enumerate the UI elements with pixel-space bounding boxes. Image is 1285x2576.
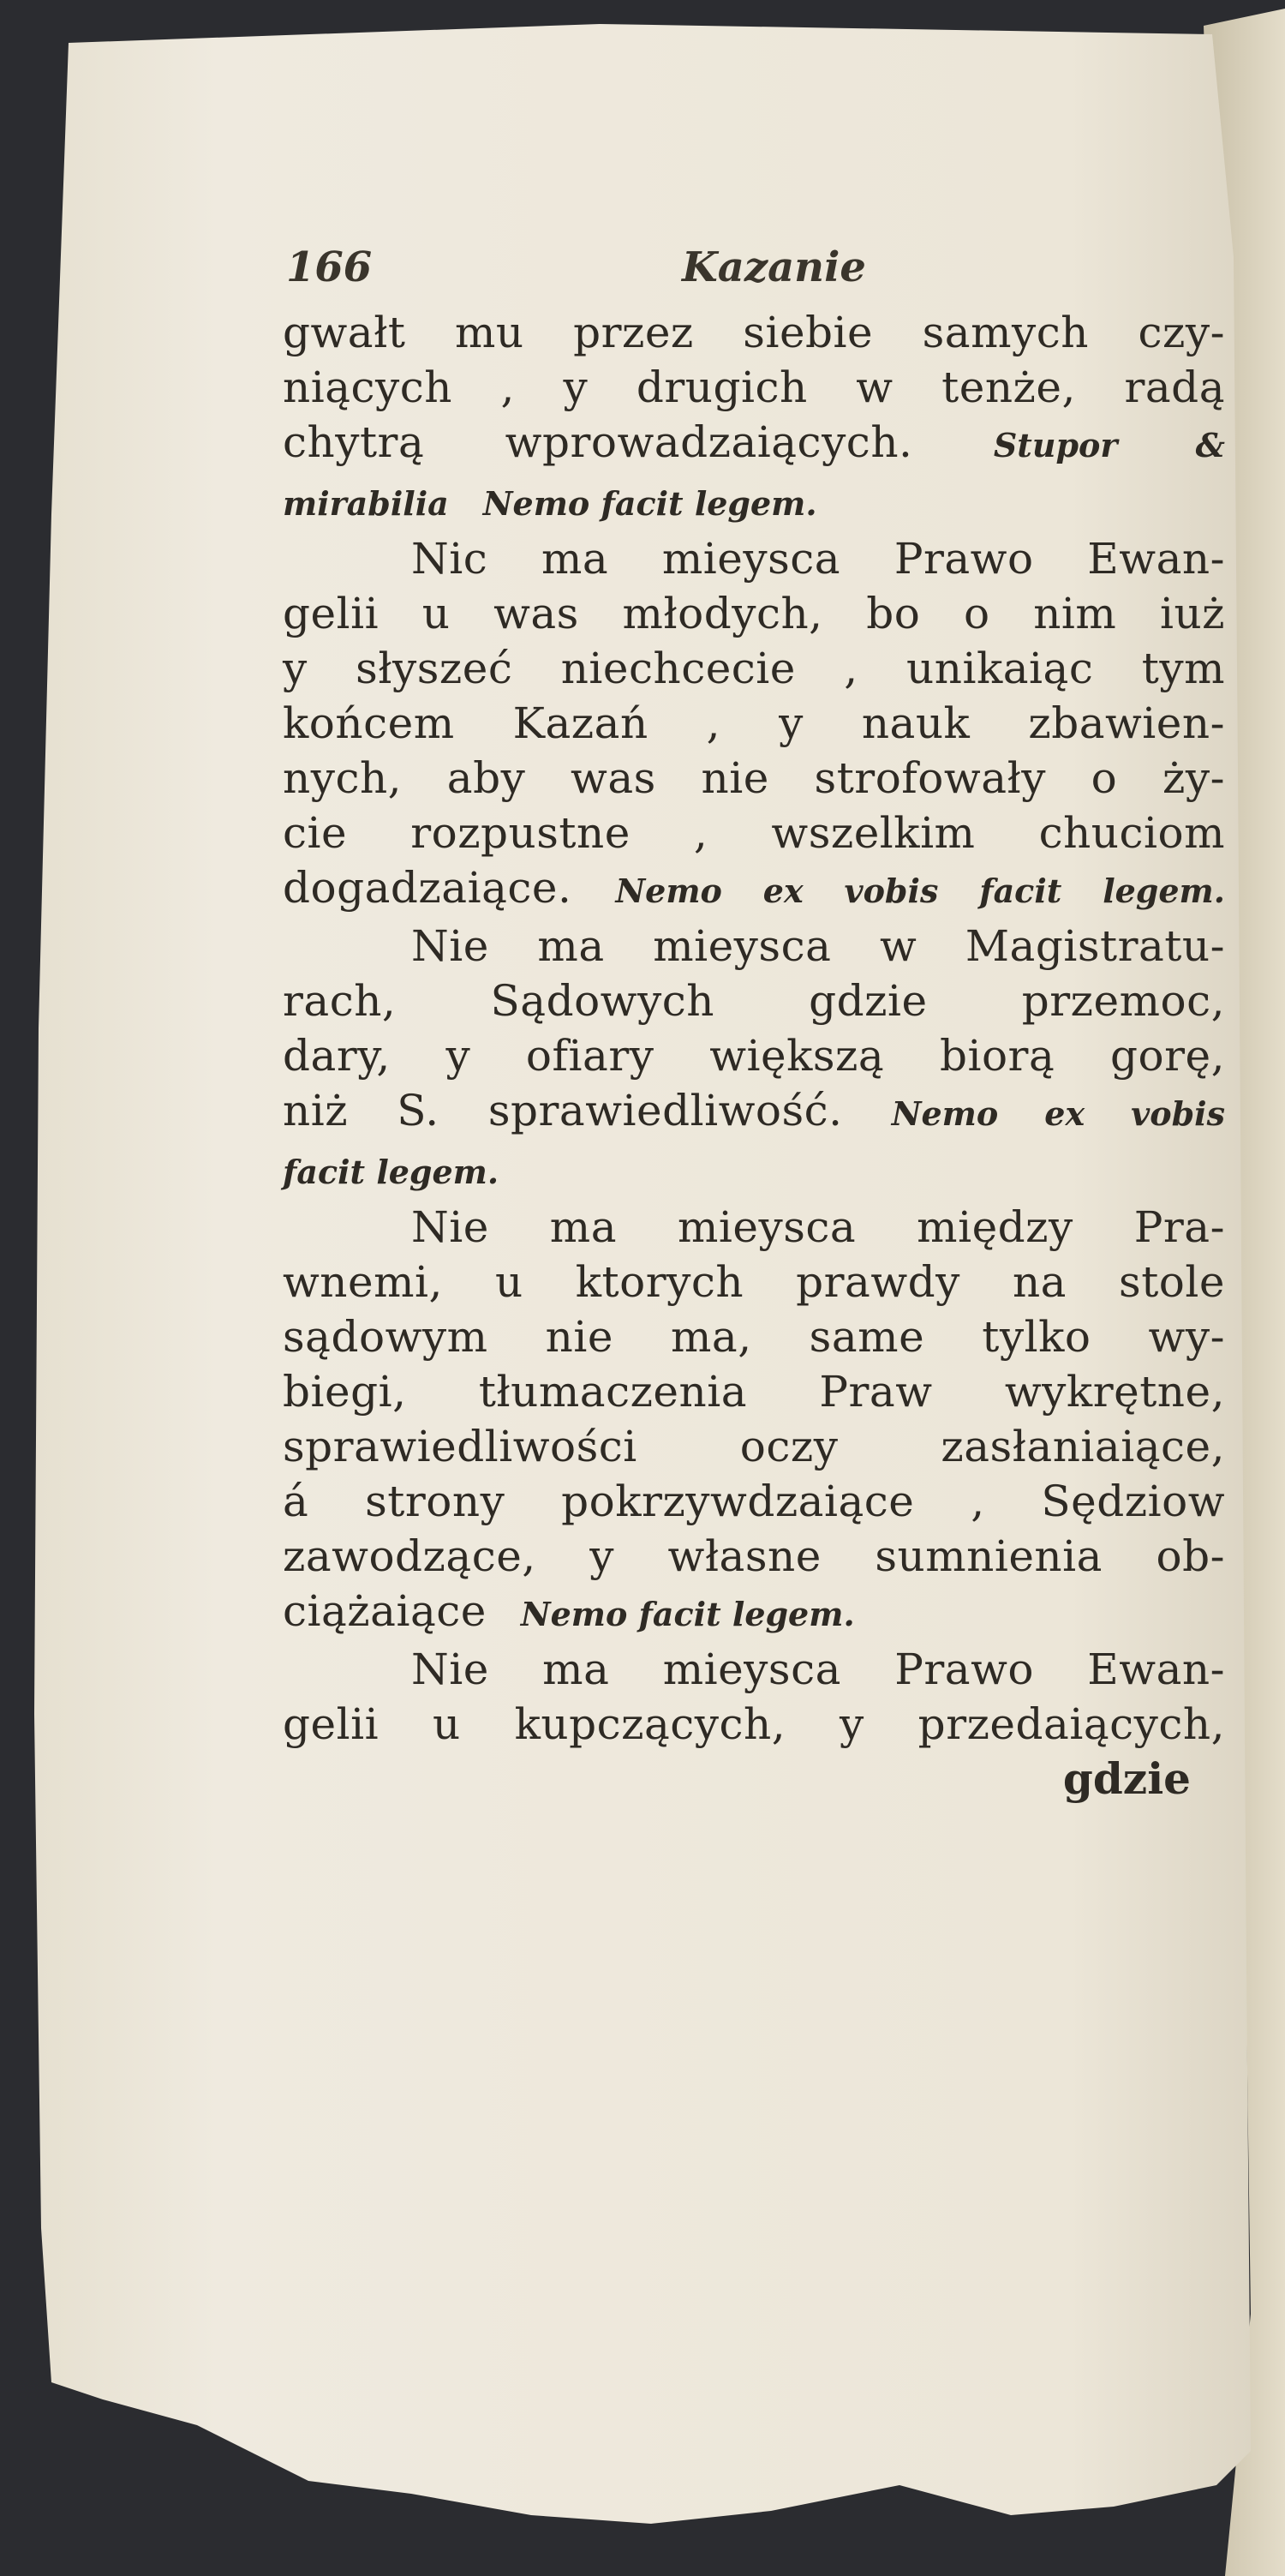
text-line	[283, 415, 1225, 473]
text-line: Nie ma mieysca w Magistratu-	[411, 921, 1225, 971]
paragraph-2	[283, 531, 1225, 919]
text-line: zawodzące, y własne sumnienia ob-	[283, 1531, 1225, 1581]
catchword: gdzie	[1062, 1753, 1191, 1804]
latin-phrase: mirabilia	[283, 484, 449, 523]
text-line	[283, 1141, 1225, 1200]
latin-phrase: Nemo ex vobis facit legem.	[615, 872, 1225, 910]
text-span: ciążaiące	[283, 1586, 487, 1636]
text-line	[283, 1584, 1225, 1642]
text-line: y słyszeć niechcecie , unikaiąc tym	[283, 644, 1225, 693]
text-line: sądowym nie ma, same tylko wy-	[283, 1312, 1225, 1362]
paragraph-5	[283, 1642, 1225, 1752]
text-line: gelii u was młodych, bo o nim iuż	[283, 589, 1225, 638]
latin-phrase: Nemo facit legem.	[482, 484, 817, 523]
text-line: rach, Sądowych gdzie przemoc,	[283, 976, 1225, 1026]
text-line: sprawiedliwości oczy zasłaniaiące,	[283, 1422, 1225, 1471]
text-line: Nie ma mieysca między Pra-	[411, 1202, 1225, 1252]
text-line: Nie ma mieysca Prawo Ewan-	[411, 1644, 1225, 1694]
text-line: wnemi, u ktorych prawdy na stole	[283, 1257, 1225, 1307]
text-block	[283, 240, 1225, 1806]
text-line: á strony pokrzywdzaiące , Sędziow	[283, 1477, 1225, 1526]
text-line	[283, 1083, 1225, 1141]
latin-phrase: Stupor &	[993, 426, 1225, 464]
paragraph-3	[283, 919, 1225, 1200]
text-line	[283, 860, 1225, 919]
text-line: końcem Kazań , y nauk zbawien-	[283, 698, 1225, 748]
paragraph-1	[283, 305, 1225, 531]
text-line: niących , y drugich w tenże, radą	[283, 362, 1225, 412]
running-title: Kazanie	[682, 243, 866, 291]
text-line: dary, y ofiary większą biorą gorę,	[283, 1031, 1225, 1081]
text-line: gelii u kupczących, y przedaiących,	[283, 1699, 1225, 1749]
text-span: dogadzaiące.	[283, 863, 572, 913]
latin-phrase: Nemo ex vobis	[891, 1094, 1225, 1133]
text-span: chytrą wprowadzaiących.	[283, 417, 913, 467]
paragraph-4	[283, 1200, 1225, 1642]
page-number: 166	[286, 243, 373, 291]
text-line: Nic ma mieysca Prawo Ewan-	[411, 534, 1225, 584]
latin-phrase: Nemo facit legem.	[520, 1595, 855, 1633]
text-line: gwałt mu przez siebie samych czy-	[283, 308, 1225, 357]
latin-phrase: facit legem.	[283, 1153, 499, 1191]
text-line	[283, 473, 1225, 531]
running-head	[283, 240, 1225, 300]
text-line: cie rozpustne , wszelkim chuciom	[283, 808, 1225, 858]
text-line: nych, aby was nie strofowały o ży-	[283, 753, 1225, 803]
text-span: niż S. sprawiedliwość.	[283, 1086, 843, 1135]
text-line: biegi, tłumaczenia Praw wykrętne,	[283, 1367, 1225, 1417]
